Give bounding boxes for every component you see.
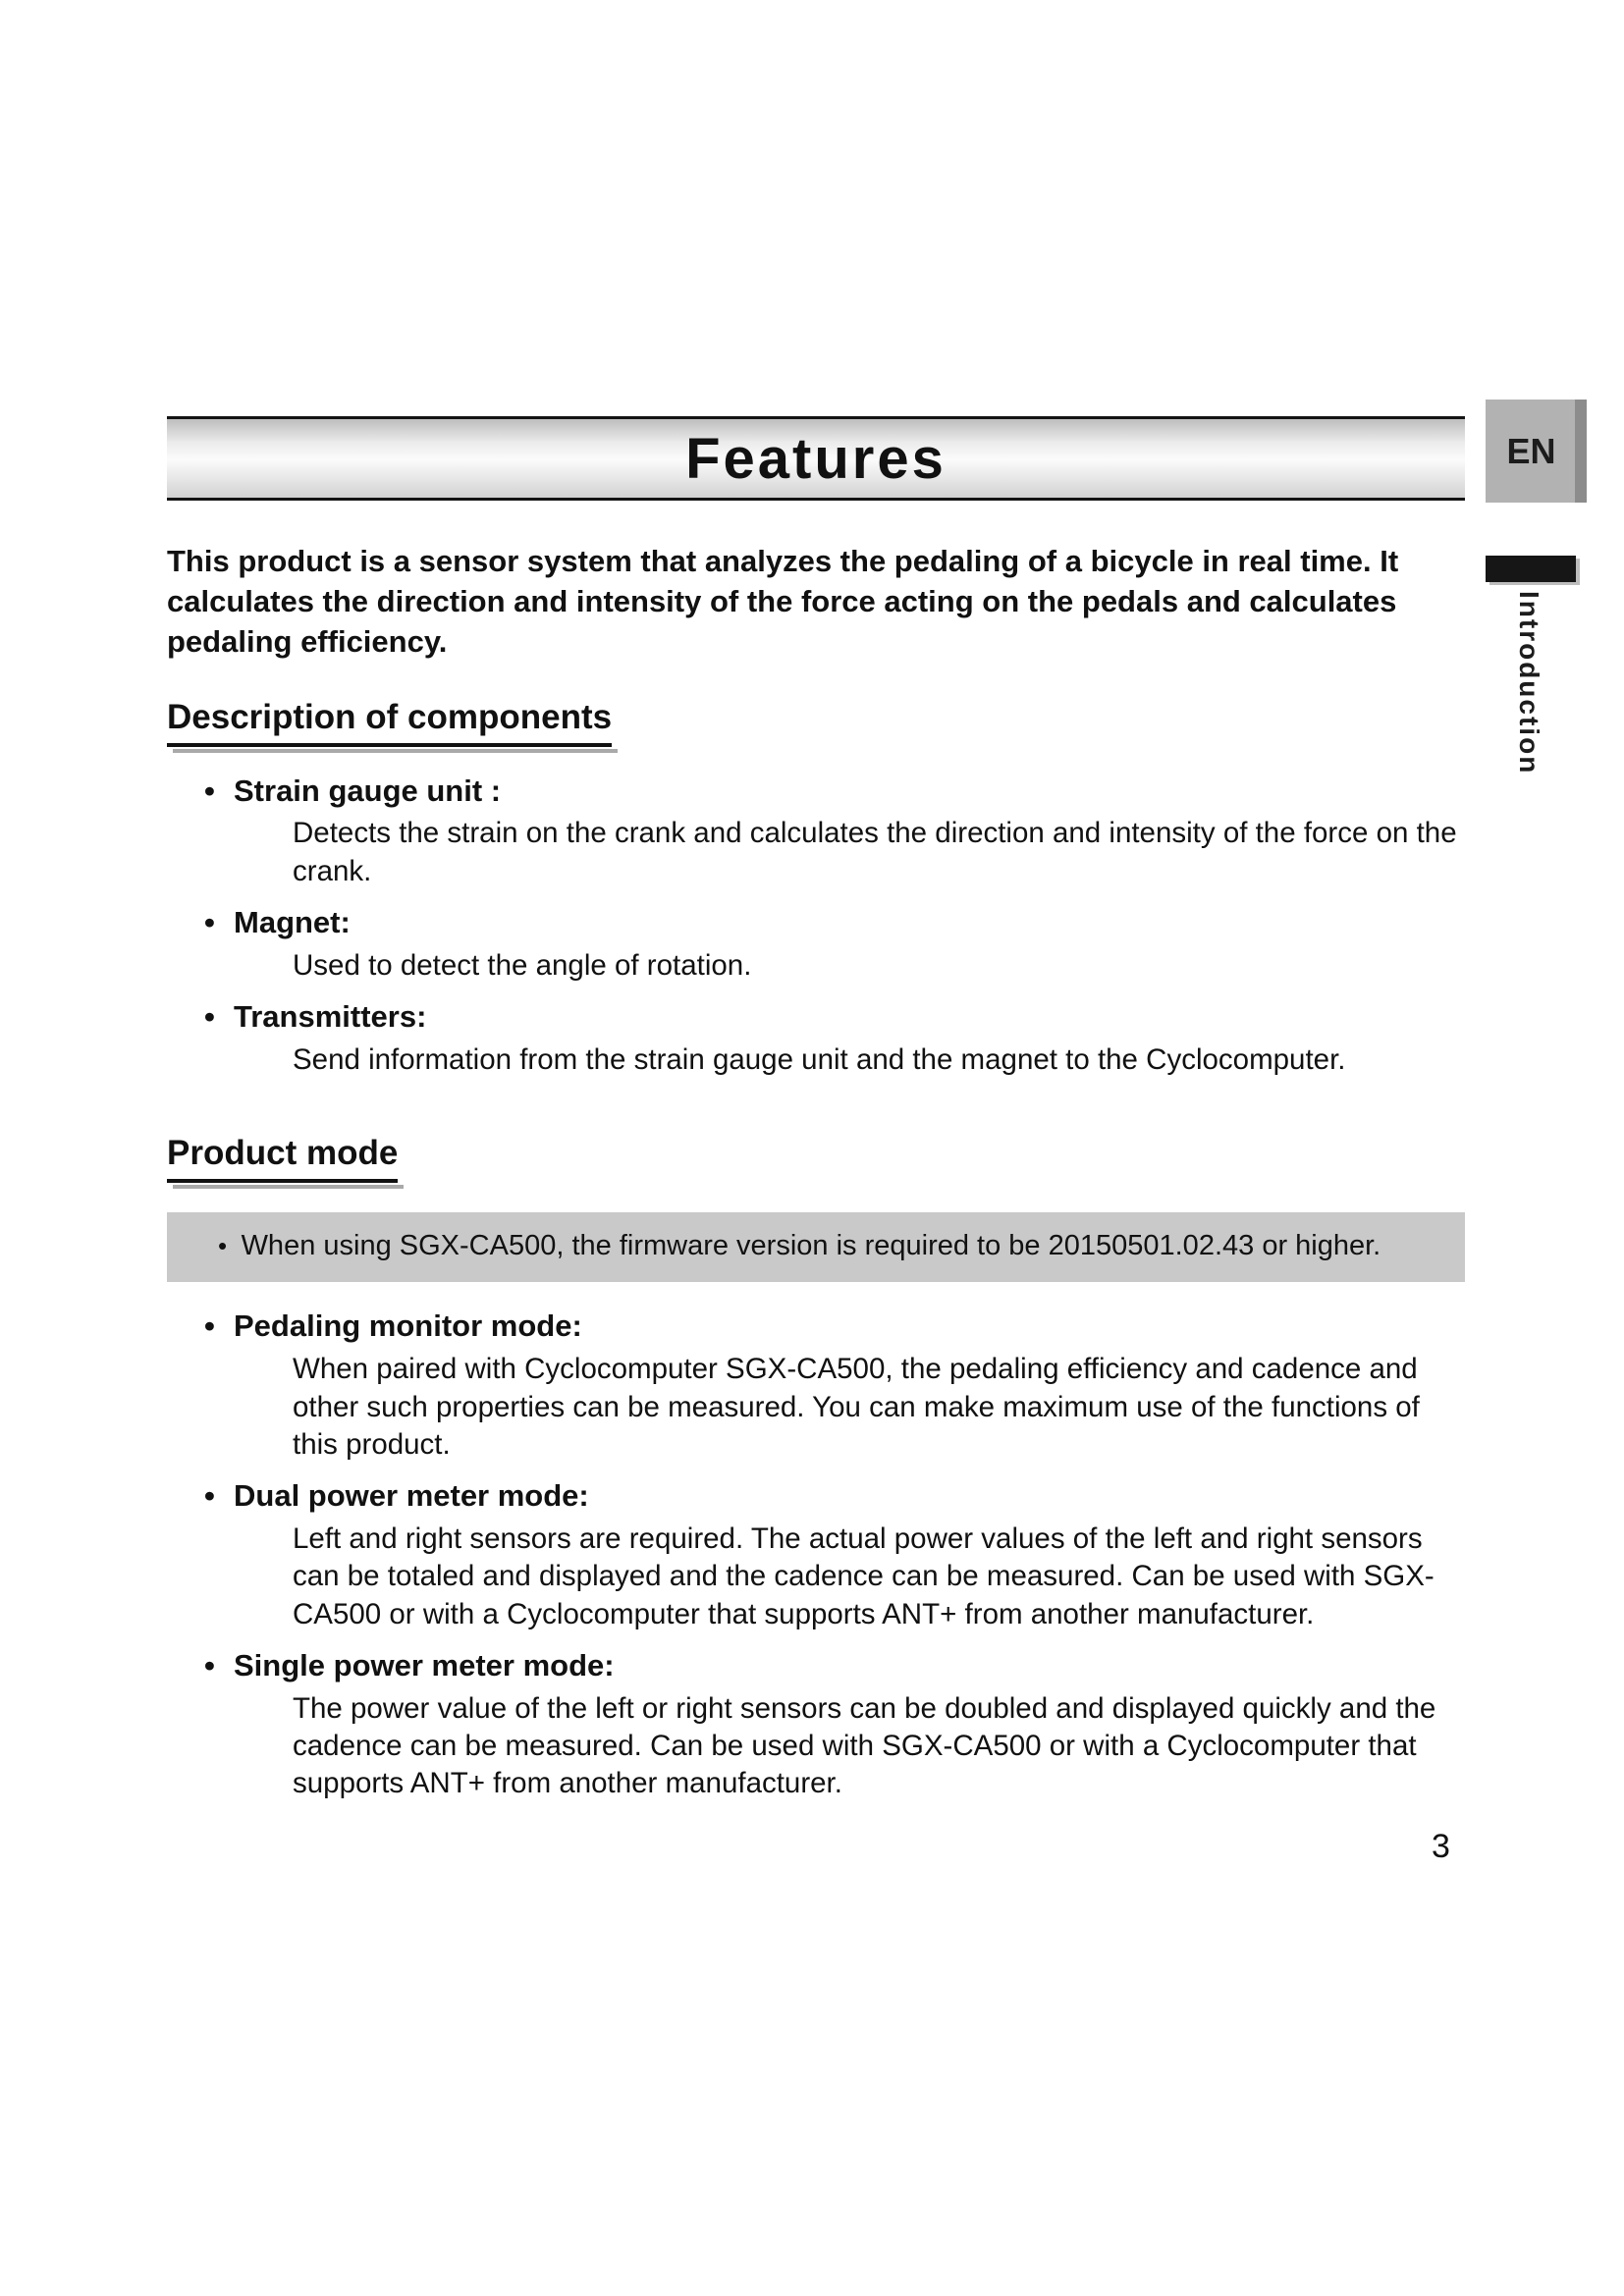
sidebar-section-marker [1486,556,1576,582]
section-heading-product-mode [167,1134,1465,1183]
components-list [167,773,1465,1080]
firmware-note-text: • When using SGX-CA500, the firmware version is required to be 20150501.02.43 or higher. [190,1227,1441,1265]
mode-term: • Single power meter mode: [167,1647,1465,1685]
mode-term: • Pedaling monitor mode: [167,1308,1465,1346]
component-description: Detects the strain on the crank and calculates the direction and intensity of the force on the crank. [293,817,1457,887]
page-number: 3 [1432,1828,1450,1865]
firmware-note-box [167,1212,1465,1282]
product-mode-list [167,1308,1465,1802]
list-item [167,998,1465,1079]
section-heading-components-text: Description of components [167,698,612,747]
component-term: • Magnet: [167,904,1465,942]
component-description: Used to detect the angle of rotation. [293,948,752,982]
sidebar-section-label: Introduction [1514,591,1544,775]
language-tab [1486,400,1587,503]
mode-description: Left and right sensors are required. The actual power values of the left and right sensors can be totaled and displayed and the cadence can be measured. Can be used with SGX-CA500 or with a Cyclocomputer that supports ANT+ from another manufacturer. [293,1522,1435,1630]
list-item [167,1308,1465,1464]
list-item [167,1647,1465,1803]
component-term: • Strain gauge unit : [167,773,1465,811]
list-item [167,904,1465,985]
intro-paragraph: This product is a sensor system that analyzes the pedaling of a bicycle in real time. It calculates the direction and intensity of the force acting on the pedals and calculates pedaling efficiency. [167,544,1399,659]
section-heading-components [167,698,1465,747]
mode-description: When paired with Cyclocomputer SGX-CA500, the pedaling efficiency and cadence and other such properties can be measured. You can make maximum use of the functions of this product. [293,1353,1420,1461]
section-heading-product-mode-text: Product mode [167,1134,398,1183]
list-item [167,1477,1465,1633]
list-item [167,773,1465,890]
content-column [167,416,1465,1803]
page-title: Features [685,427,947,491]
component-term: • Transmitters: [167,998,1465,1037]
mode-term: • Dual power meter mode: [167,1477,1465,1516]
language-tab-label: EN [1506,430,1556,471]
mode-description: The power value of the left or right sensors can be doubled and displayed quickly and the cadence can be measured. Can be used with SGX-CA500 or with a Cyclocomputer that supports ANT+ from another manufacturer. [293,1691,1436,1800]
features-banner [167,416,1465,501]
component-description: Send information from the strain gauge unit and the magnet to the Cyclocomputer. [293,1043,1346,1076]
